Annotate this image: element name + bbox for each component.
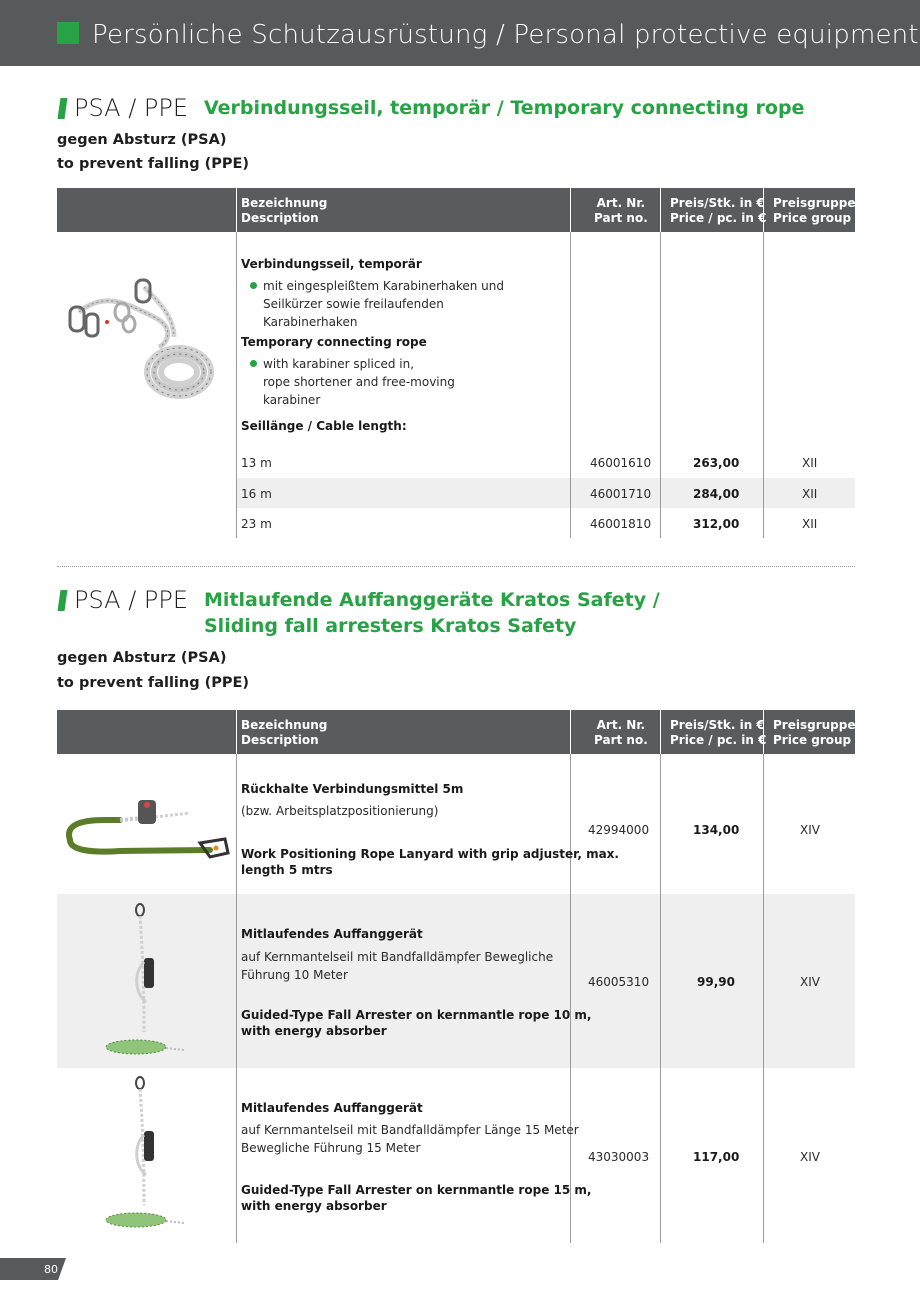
- section2-subtitle-en: to prevent falling (PPE): [57, 675, 250, 691]
- section1-subtitle-en: to prevent falling (PPE): [57, 156, 250, 172]
- row-name-de: Rückhalte Verbindungsmittel 5m: [241, 782, 464, 796]
- page-number-tab: [0, 1258, 68, 1280]
- row-length: 13 m: [241, 456, 272, 470]
- length-label: Seillänge / Cable length:: [241, 419, 407, 433]
- brand-square-icon: [57, 22, 79, 44]
- col-description: Bezeichnung Description: [241, 718, 328, 747]
- row-group: XIV: [800, 1150, 820, 1164]
- section-divider: [57, 566, 855, 567]
- row-group: XII: [802, 456, 818, 470]
- col-art-no: Art. Nr. Part no.: [594, 718, 648, 747]
- col-price: Preis/Stk. in € Price / pc. in €: [670, 196, 767, 225]
- bullet-icon: [250, 282, 257, 289]
- lanyard-image: [60, 795, 232, 865]
- section2-prefix: PSA / PPE: [74, 586, 189, 614]
- row-price: 284,00: [693, 487, 740, 501]
- connecting-rope-image: [64, 272, 224, 412]
- product-bullet-de-line: mit eingespleißtem Karabinerhaken und: [263, 279, 505, 293]
- row-name-en: Guided-Type Fall Arrester on kernmantle rope 15 m,: [241, 1183, 592, 1197]
- row-name-en: Work Positioning Rope Lanyard with grip adjuster, max.: [241, 847, 619, 861]
- row-art-no: 46005310: [588, 975, 650, 989]
- section1-prefix: PSA / PPE: [74, 94, 189, 122]
- row-desc-de: auf Kernmantelseil mit Bandfalldämpfer Länge 15 Meter: [241, 1123, 579, 1137]
- col-price: Preis/Stk. in € Price / pc. in €: [670, 718, 767, 747]
- section2-heading: [57, 586, 855, 642]
- col-art-no: Art. Nr. Part no.: [594, 196, 648, 225]
- row-desc-de: Führung 10 Meter: [241, 968, 348, 982]
- section-marker-icon: [58, 590, 68, 611]
- row-art-no: 42994000: [588, 823, 650, 837]
- row-name-en: Guided-Type Fall Arrester on kernmantle rope 10 m,: [241, 1008, 592, 1022]
- section1-subtitle-de: gegen Absturz (PSA): [57, 132, 227, 148]
- product-bullet-de-line: Seilkürzer sowie freilaufenden: [263, 297, 444, 311]
- page-number: 80: [44, 1263, 58, 1276]
- row-group: XII: [802, 487, 818, 501]
- section-marker-icon: [58, 98, 68, 119]
- row-price: 134,00: [693, 823, 740, 837]
- product-bullet-en-line: karabiner: [263, 393, 321, 407]
- section1-table-header: [57, 188, 855, 232]
- row-name-en: with energy absorber: [241, 1199, 387, 1213]
- row-art-no: 46001710: [590, 487, 652, 501]
- section2-subtitle-de: gegen Absturz (PSA): [57, 650, 227, 666]
- row-name-en: with energy absorber: [241, 1024, 387, 1038]
- row-name-en: length 5 mtrs: [241, 863, 333, 877]
- section1-title: Verbindungsseil, temporär / Temporary connecting rope: [204, 97, 805, 119]
- product-bullet-de-line: Karabinerhaken: [263, 315, 358, 329]
- section2-title-line2: Sliding fall arresters Kratos Safety: [204, 615, 577, 637]
- col-description: Bezeichnung Description: [241, 196, 328, 225]
- row-desc-de: (bzw. Arbeitsplatzpositionierung): [241, 804, 439, 818]
- product-name-de: Verbindungsseil, temporär: [241, 257, 422, 271]
- fall-arrester-15m-image: [104, 1075, 188, 1235]
- row-group: XIV: [800, 823, 820, 837]
- row-length: 16 m: [241, 487, 272, 501]
- row-length: 23 m: [241, 517, 272, 531]
- row-group: XII: [802, 517, 818, 531]
- section2-title-line1: Mitlaufende Auffanggeräte Kratos Safety /: [204, 589, 660, 611]
- col-price-group: Preisgruppe Price group: [773, 718, 856, 747]
- row-art-no: 46001610: [590, 456, 652, 470]
- section2-table-header: [57, 710, 855, 754]
- row-name-de: Mitlaufendes Auffanggerät: [241, 1101, 423, 1115]
- row-price: 99,90: [697, 975, 735, 989]
- page-header: [0, 0, 920, 66]
- row-price: 263,00: [693, 456, 740, 470]
- bullet-icon: [250, 360, 257, 367]
- fall-arrester-10m-image: [104, 902, 188, 1062]
- row-desc-de: Bewegliche Führung 15 Meter: [241, 1141, 421, 1155]
- row-name-de: Mitlaufendes Auffanggerät: [241, 927, 423, 941]
- product-bullet-en-line: rope shortener and free-moving: [263, 375, 455, 389]
- row-desc-de: auf Kernmantelseil mit Bandfalldämpfer Bewegliche: [241, 950, 554, 964]
- col-price-group: Preisgruppe Price group: [773, 196, 856, 225]
- row-art-no: 43030003: [588, 1150, 650, 1164]
- section1-heading: [57, 94, 855, 124]
- page-title: Persönliche Schutzausrüstung / Personal protective equipment: [92, 20, 919, 50]
- row-art-no: 46001810: [590, 517, 652, 531]
- row-group: XIV: [800, 975, 820, 989]
- row-price: 117,00: [693, 1150, 740, 1164]
- product-name-en: Temporary connecting rope: [241, 335, 427, 349]
- product-bullet-en-line: with karabiner spliced in,: [263, 357, 415, 371]
- row-price: 312,00: [693, 517, 740, 531]
